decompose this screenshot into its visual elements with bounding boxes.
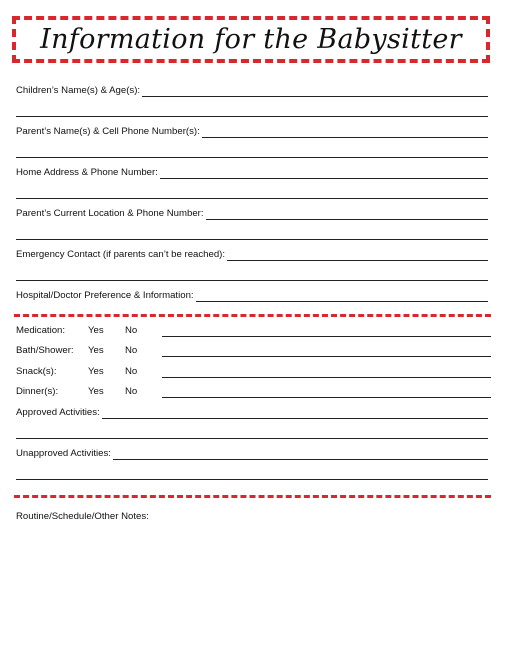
bath-label: Bath/Shower: xyxy=(16,345,74,356)
page-title: Information for the Babysitter xyxy=(40,24,462,55)
bath-no[interactable]: No xyxy=(125,345,138,356)
medication-label: Medication: xyxy=(16,325,66,336)
emergency-line[interactable] xyxy=(227,250,488,261)
section-divider xyxy=(14,314,491,317)
unapproved-extra-line[interactable] xyxy=(16,479,488,480)
dinner-label: Dinner(s): xyxy=(16,386,59,397)
emergency-field[interactable] xyxy=(16,249,488,261)
approved-extra-line[interactable] xyxy=(16,438,488,439)
bath-yes[interactable]: Yes xyxy=(88,345,104,356)
location-field[interactable] xyxy=(16,208,488,220)
snack-row[interactable] xyxy=(16,366,491,378)
medication-yes[interactable]: Yes xyxy=(88,325,104,336)
children-extra-line[interactable] xyxy=(16,116,488,117)
dinner-row[interactable] xyxy=(16,386,491,398)
title-box xyxy=(12,16,490,63)
medication-line[interactable] xyxy=(162,336,491,337)
parents-extra-line[interactable] xyxy=(16,157,488,158)
home-label: Home Address & Phone Number: xyxy=(16,167,158,178)
children-line[interactable] xyxy=(142,86,488,97)
bath-line[interactable] xyxy=(162,356,491,357)
children-label: Children’s Name(s) & Age(s): xyxy=(16,85,141,96)
section-divider-2 xyxy=(14,495,491,498)
dinner-yes[interactable]: Yes xyxy=(88,386,104,397)
approved-label: Approved Activities: xyxy=(16,407,100,418)
location-line[interactable] xyxy=(206,209,488,220)
medication-row[interactable] xyxy=(16,325,491,337)
bath-row[interactable] xyxy=(16,345,491,357)
parents-field[interactable] xyxy=(16,126,488,138)
snack-yes[interactable]: Yes xyxy=(88,366,104,377)
snack-no[interactable]: No xyxy=(125,366,138,377)
dinner-line[interactable] xyxy=(162,397,491,398)
unapproved-label: Unapproved Activities: xyxy=(16,448,111,459)
home-extra-line[interactable] xyxy=(16,198,488,199)
parents-label: Parent’s Name(s) & Cell Phone Number(s): xyxy=(16,126,200,137)
emergency-extra-line[interactable] xyxy=(16,280,488,281)
snack-line[interactable] xyxy=(162,377,491,378)
location-extra-line[interactable] xyxy=(16,239,488,240)
approved-line[interactable] xyxy=(102,408,488,419)
unapproved-field[interactable] xyxy=(16,448,488,460)
notes-label: Routine/Schedule/Other Notes: xyxy=(16,511,149,522)
unapproved-line[interactable] xyxy=(113,449,488,460)
location-label: Parent’s Current Location & Phone Number: xyxy=(16,208,204,219)
hospital-label: Hospital/Doctor Preference & Information: xyxy=(16,290,194,301)
parents-line[interactable] xyxy=(202,127,488,138)
home-line[interactable] xyxy=(160,168,488,179)
approved-field[interactable] xyxy=(16,407,488,419)
children-field[interactable] xyxy=(16,85,488,97)
snack-label: Snack(s): xyxy=(16,366,57,377)
hospital-field[interactable] xyxy=(16,290,488,302)
medication-no[interactable]: No xyxy=(125,325,138,336)
dinner-no[interactable]: No xyxy=(125,386,138,397)
home-field[interactable] xyxy=(16,167,488,179)
emergency-label: Emergency Contact (if parents can’t be reached): xyxy=(16,249,226,260)
hospital-line[interactable] xyxy=(196,291,488,302)
